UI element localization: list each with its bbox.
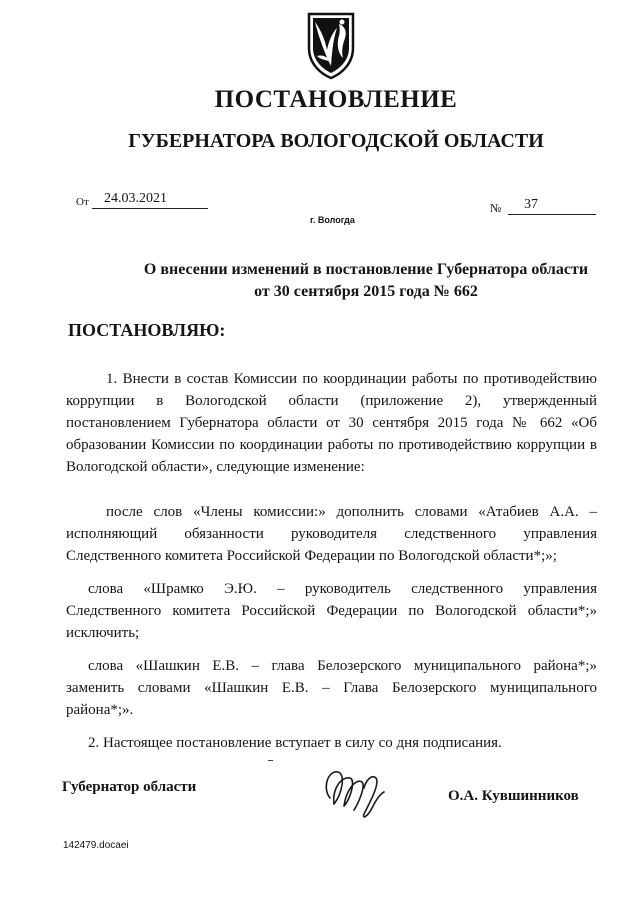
paragraph-4: слова «Шашкин Е.В. – глава Белозерского муниципального района*;» заменить словами «Шашкин Е.В. – Глава Белозерского муниципального района*;».	[66, 658, 597, 718]
handwritten-signature	[320, 758, 390, 822]
signer-name: О.А. Кувшинников	[448, 788, 579, 804]
decree-word: ПОСТАНОВЛЯЮ:	[68, 320, 226, 340]
document-title: ПОСТАНОВЛЕНИЕ	[214, 86, 458, 113]
date-label: От	[76, 196, 89, 208]
subject-line-1: О внесении изменений в постановление Губернатора области	[143, 261, 589, 278]
document-subtitle: ГУБЕРНАТОРА ВОЛОГОДСКОЙ ОБЛАСТИ	[128, 130, 544, 152]
paragraph-5: 2. Настоящее постановление вступает в силу со дня подписания.	[88, 735, 502, 751]
paragraph-1: 1. Внести в состав Комиссии по координации работы по противодействию коррупции в Вологодской области (приложение 2), утвержденный постановлением Губернатора области от 30 сентября 2015 года № 662 «Об образовании Комиссии по координации работы по противодействию коррупции в Вологодской области», следующие изменение:	[66, 371, 597, 475]
document-file-id: 142479.docaei	[63, 840, 129, 851]
coat-of-arms-icon	[303, 10, 359, 80]
paragraph-3: слова «Шрамко Э.Ю. – руководитель следственного управления Следственного комитета Российской Федерации по Вологодской области*;» исключить;	[66, 581, 597, 641]
signer-position: Губернатор области	[62, 779, 197, 795]
document-subject	[60, 259, 640, 303]
city-label: г. Вологда	[310, 215, 355, 225]
document-date: 24.03.2021	[92, 191, 208, 209]
number-label: №	[490, 201, 502, 215]
ink-mark	[268, 760, 273, 761]
document-number: 37	[508, 197, 596, 215]
paragraph-2: после слов «Члены комиссии:» дополнить словами «Атабиев А.А. – исполняющий обязанности руководителя следственного управления Следственного комитета Российской Федерации по Вологодской области*;»;	[66, 504, 597, 564]
subject-line-2: от 30 сентября 2015 года № 662	[254, 283, 478, 300]
